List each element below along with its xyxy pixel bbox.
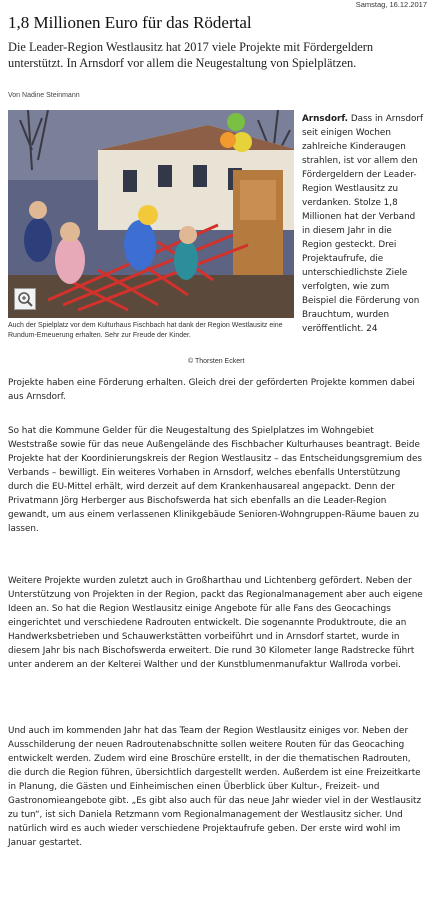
paragraph-2: Weitere Projekte wurden zuletzt auch in Großharthau und Lichtenberg gefördert. Neben der Unterstützung von Projekten in der Region, packt das Regionalmanagement aber auch eigene Ideen an. So hat die Region Westlausitz einige Angebote für alle Fans des Geocachings eingerichtet und verschiedene Radrouten entwickelt. Die sogenannte Produktroute, die an Handwerksbetrieben und Schauwerkstätten vorbeiführt und in Arnsdorf startet, wurde in diesem Jahr bis nach Bischofswerda erweitert. Die rund 30 Kilometer lange Radstrecke führt unter anderem an der Kelterei Walther und der Kunstblumenmanufaktur Wallroda vorbei. xyxy=(8,576,423,670)
photo-caption: Auch der Spielplatz vor dem Kulturhaus Fischbach hat dank der Region Westlausitz eine Rundum-Erneuerung erhalten. Sehr zur Freude der Kinder. xyxy=(8,322,283,339)
photo-credit: © Thorsten Eckert xyxy=(188,358,245,365)
paragraph-3: Und auch im kommenden Jahr hat das Team der Region Westlausitz einiges vor. Neben der Ausschilderung der neuen Radroutenabschnitte sollen weitere Routen für das Geocaching entwickelt werden. Zudem wird eine Broschüre erstellt, in der die thematischen Radrouten, die durch die Region führen, übersichtlich dargestellt werden. Außerdem ist eine Freizeitkarte in Planung, die Gästen und Einheimischen einen Überblick über Kultur-, Freizeit- und Gastronomieangebote gibt. „Es gibt also auch für das neue Jahr wieder viel in der Westlausitz zu tun“, ist sich Daniela Retzmann vom Regionalmanagement der Westlausitz sicher. Und natürlich wird es auch wieder verschiedene Projektaufrufe geben. Der erste wird wohl im Januar gestartet. xyxy=(8,726,422,848)
lead-text: Dass in Arnsdorf seit einigen Wochen zahlreiche Kinderaugen strahlen, ist vor allem den Fördergeldern der Leader-Region Westlausitz zu verdanken. Stolze 1,8 Millionen hat der Verband in diesem Jahr in die Region gesteckt. Drei Projektaufrufe, die unterschiedlichste Ziele verfolgten, wie zum Beispiel die Förderung von Brauchtum, wurden veröffentlicht. 24 xyxy=(302,114,424,334)
article-photo[interactable] xyxy=(8,110,294,318)
article-deck: Die Leader-Region Westlausitz hat 2017 viele Projekte mit Fördergeldern unterstützt. In Arnsdorf vor allem die Neugestaltung von Spielplätzen. xyxy=(8,40,374,70)
paragraph-1: So hat die Kommune Gelder für die Neugestaltung des Spielplatzes im Wohngebiet Weststraße sowie für das neue Außengelände des Fischbacher Kulturhauses beantragt. Beide Projekte hat der Koordinierungskreis der Region Westlausitz – das Entscheidungsgremium des Verbands – bewilligt. Ein weiteres Vorhaben in Arnsdorf, welches ebenfalls Unterstützung durch die EU-Mittel erhält, wird derzeit auf dem Krankenhausareal angepackt. Denn der Privatmann Jörg Herberger aus Bischofswerda hat sich ebenfalls an die Leader-Region gewandt, um aus einem verlassenen Klinikgebäude Senioren-Wohngruppen-Räume bauen zu lassen. xyxy=(8,426,422,534)
article-headline: 1,8 Millionen Euro für das Rödertal xyxy=(8,13,252,32)
magnifier-icon xyxy=(15,289,35,309)
lead-continuation: Projekte haben eine Förderung erhalten. Gleich drei der geförderten Projekte kommen dabei aus Arnsdorf. xyxy=(8,378,415,402)
playground-photo-illustration xyxy=(8,110,294,318)
publication-date: Samstag, 16.12.2017 xyxy=(355,0,427,9)
dateline-place: Arnsdorf. xyxy=(302,114,349,124)
zoom-button[interactable] xyxy=(14,288,36,310)
article-byline: Von Nadine Steinmann xyxy=(8,92,80,99)
lead-sidebar-text xyxy=(302,112,424,336)
